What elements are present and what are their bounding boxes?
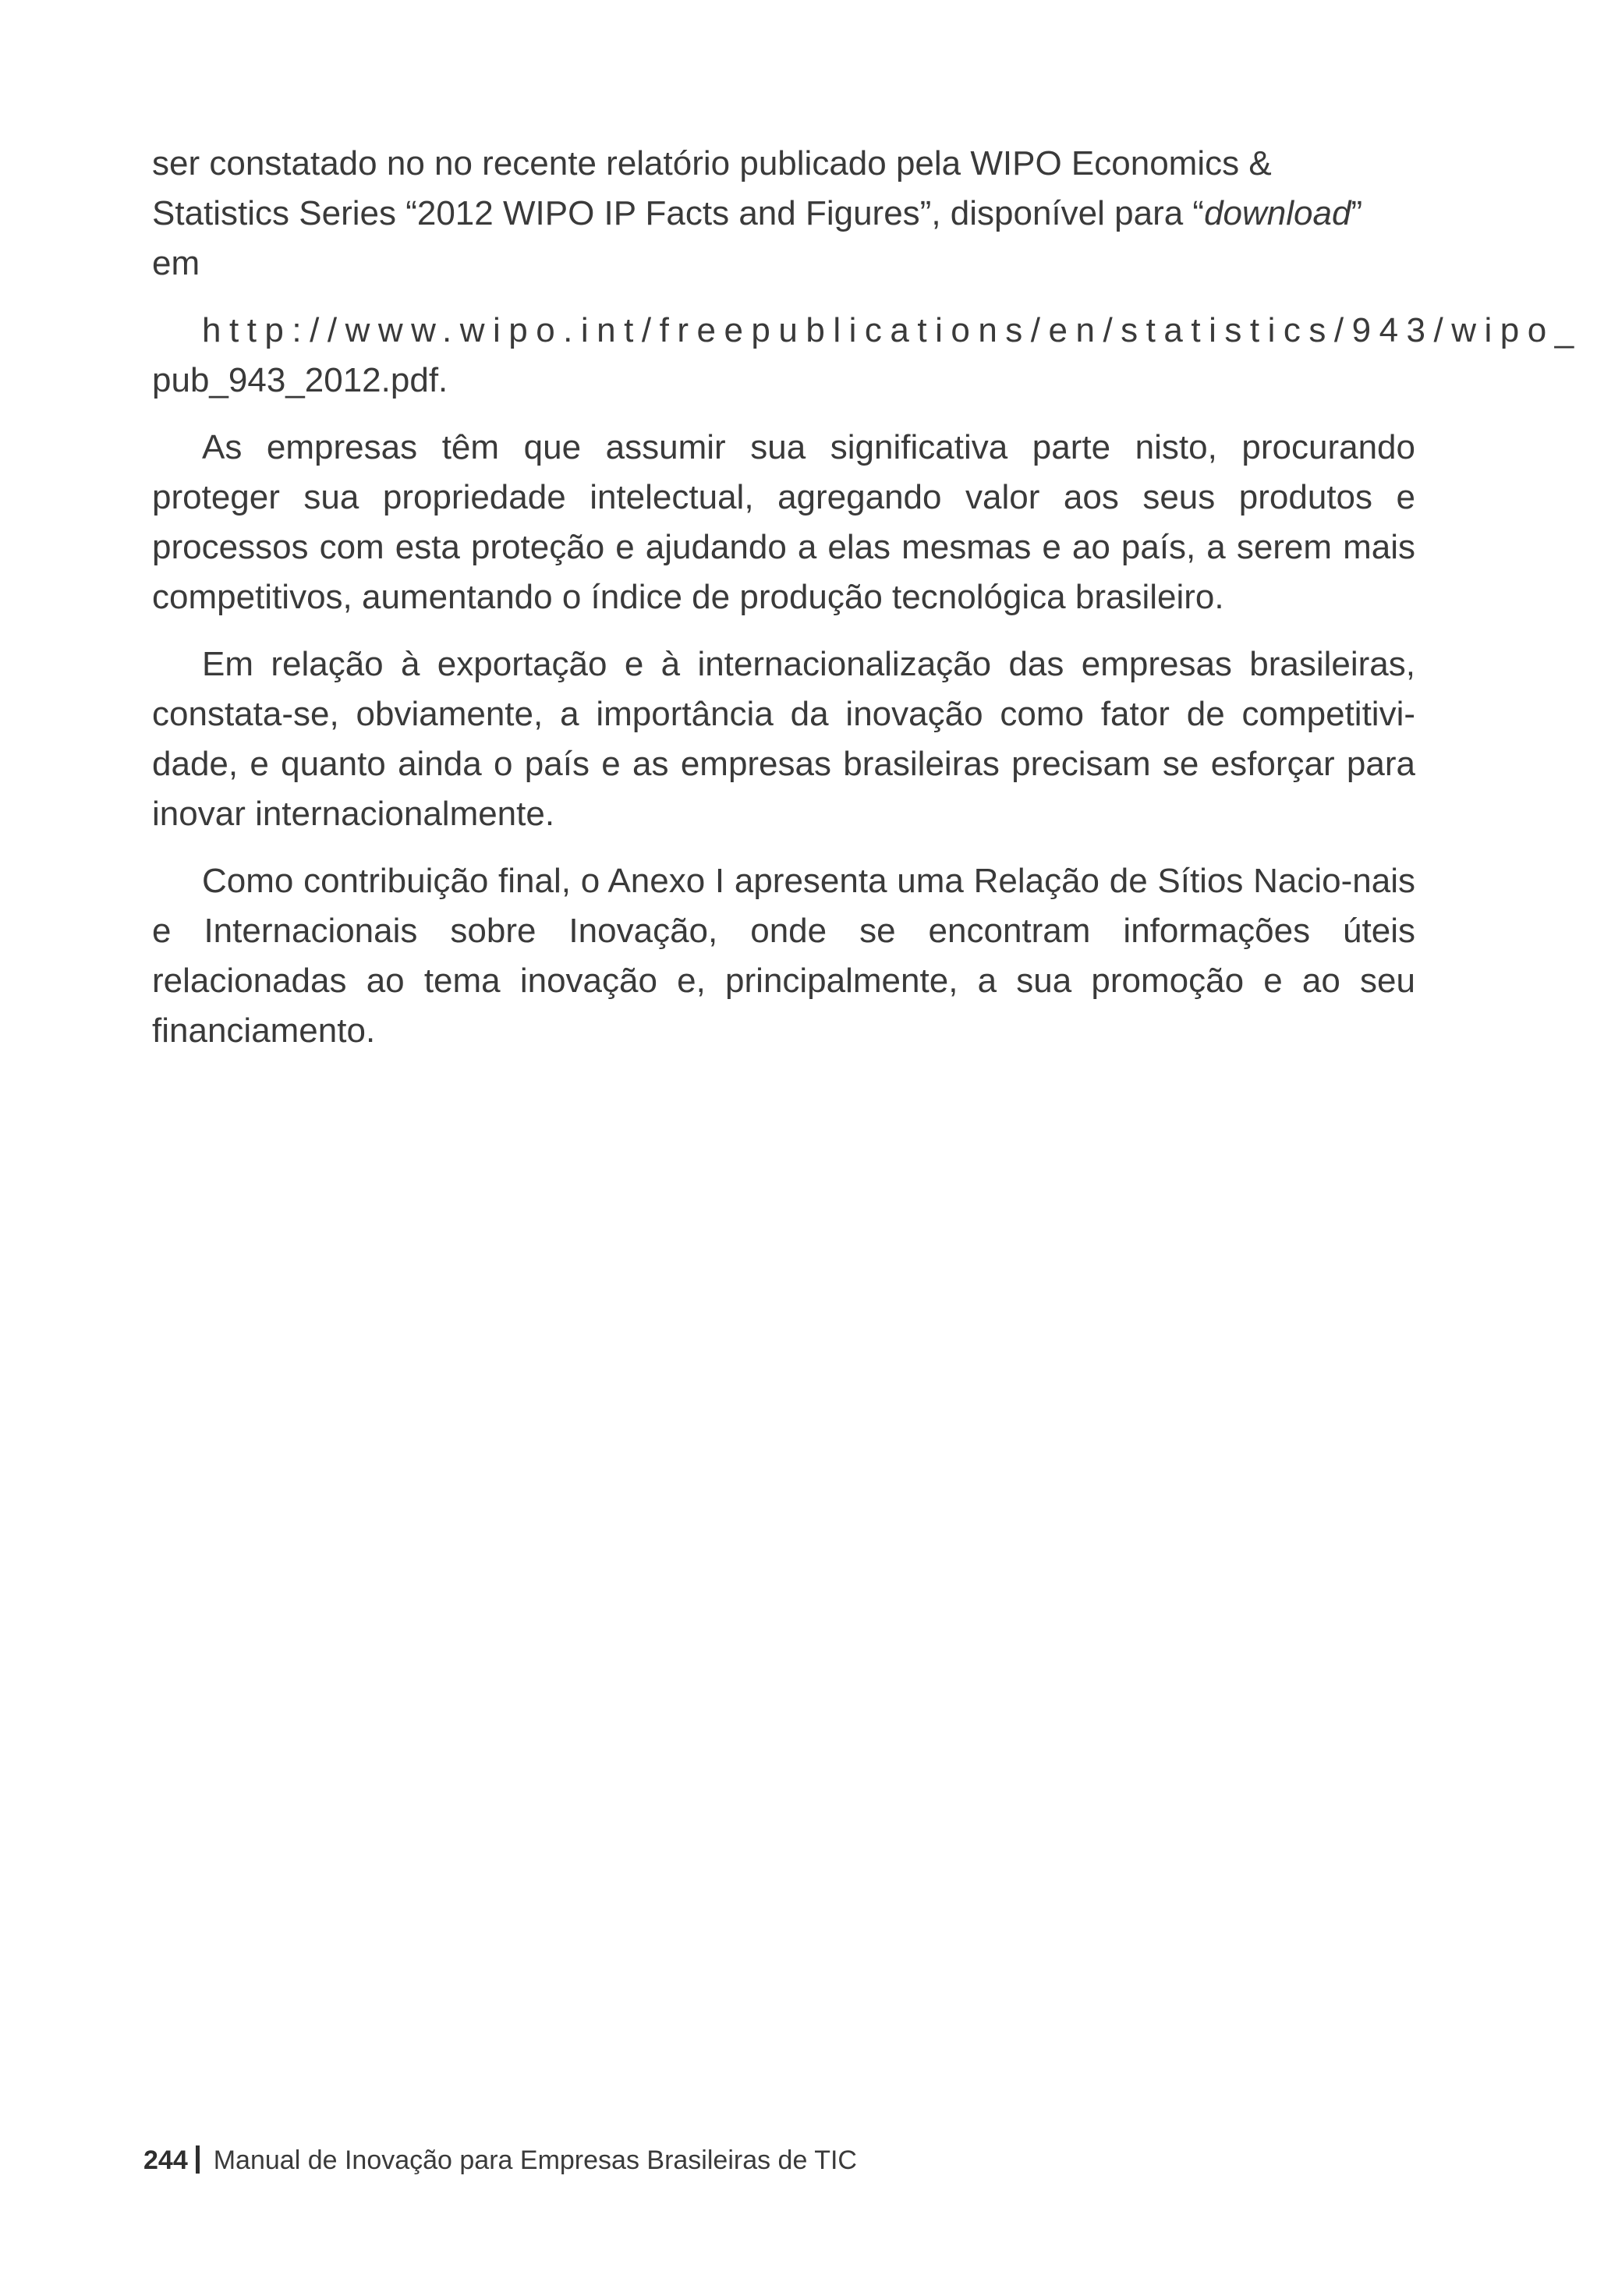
running-title: Manual de Inovação para Empresas Brasileiras de TIC <box>213 2145 857 2175</box>
paragraph-anexo: Como contribuição final, o Anexo I apresenta uma Relação de Sítios Nacio-nais e Internacionais sobre Inovação, onde se encontram informações úteis relacionadas ao tema inovação e, principalmente, a sua promoção e ao seu financiamento. <box>152 862 1415 1050</box>
download-italic: download <box>1204 194 1351 232</box>
url-text-line1[interactable]: http://www.wipo.int/freepublications/en/statistics/943/wipo_ <box>202 311 1582 349</box>
body-text <box>152 139 1582 1073</box>
paragraph-wipo-report-end: ” em <box>152 194 1363 282</box>
page-footer <box>143 2143 857 2177</box>
url-text-line2[interactable]: pub_943_2012.pdf. <box>152 361 448 399</box>
paragraph-exportacao: Em relação à exportação e à internacionalização das empresas brasileiras, constata-se, obviamente, a importância da inovação como fator de competitivi-dade, e quanto ainda o país e as empresas brasileiras precisam se esforçar para inovar internacionalmente. <box>152 645 1415 833</box>
paragraph-empresas: As empresas têm que assumir sua significativa parte nisto, procurando proteger sua propriedade intelectual, agregando valor aos seus produtos e processos com esta proteção e ajudando a elas mesmas e ao país, a serem mais competitivos, aumentando o índice de produção tecnológica brasileiro. <box>152 428 1415 616</box>
page-number: 244 <box>143 2145 188 2175</box>
footer-divider <box>196 2145 200 2174</box>
paragraph-url <box>152 306 1582 406</box>
paragraph-wipo-report <box>152 139 1415 289</box>
paragraph-wipo-report-text: ser constatado no no recente relatório publicado pela WIPO Economics & Statistics Series “2012 WIPO IP Facts and Figures”, disponível para “ <box>152 144 1272 232</box>
